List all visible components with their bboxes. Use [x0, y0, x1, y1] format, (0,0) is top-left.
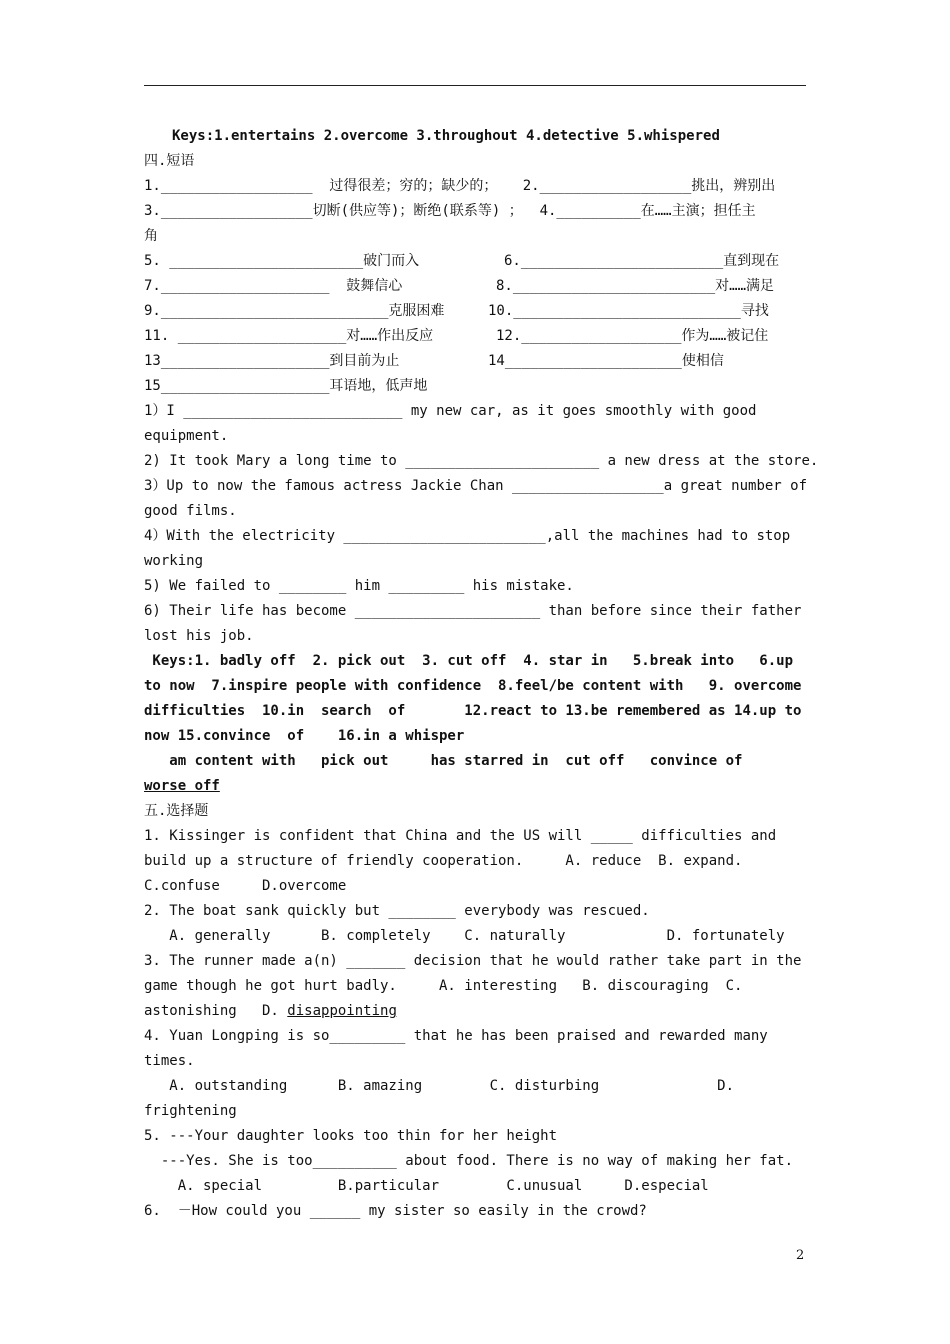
phrase-text: 15____________________耳语地，低声地	[144, 378, 428, 394]
underlined-option: disappointing	[287, 1003, 397, 1019]
phrase-line	[144, 249, 808, 274]
exercise-line: equipment.	[144, 428, 229, 444]
phrase-right: 8.________________________对……满足	[496, 278, 775, 294]
question-line: 6. －How could you ______ my sister so easily in the crowd?	[144, 1203, 647, 1219]
phrase-text: 3.__________________切断(供应等)；断绝(联系等) ； 4.__________在……主演；担任主	[144, 203, 756, 219]
header-rule	[144, 85, 806, 86]
exercise-line: 3）Up to now the famous actress Jackie Chan __________________a great number of	[144, 478, 808, 494]
phrase-text: 角	[144, 228, 158, 244]
exercise-line: good films.	[144, 503, 237, 519]
phrase-left: 11. ____________________对……作出反应	[144, 328, 434, 344]
keys-line: worse off	[144, 778, 220, 794]
phrase-left: 9.___________________________克服困难	[144, 303, 445, 319]
question-line: C.confuse D.overcome	[144, 878, 347, 894]
question-line: times.	[144, 1053, 195, 1069]
phrase-right: 14_____________________使相信	[488, 353, 724, 369]
phrase-line	[144, 174, 808, 199]
keys-line: to now 7.inspire people with confidence 8.feel/be content with 9. overcome	[144, 678, 802, 694]
phrase-right: 10.___________________________寻找	[488, 303, 769, 319]
exercise-line: 6) Their life has become ______________________ than before since their father	[144, 603, 802, 619]
section-heading: 四.短语	[144, 153, 195, 169]
question-line: 1. Kissinger is confident that China and the US will _____ difficulties and	[144, 828, 777, 844]
phrase-line	[144, 224, 808, 249]
exercise-line: lost his job.	[144, 628, 254, 644]
keys-line: Keys:1. badly off 2. pick out 3. cut off 4. star in 5.break into 6.up	[144, 653, 794, 669]
exercise-line: 5) We failed to ________ him _________ his mistake.	[144, 578, 574, 594]
question-line: game though he got hurt badly. A. interesting B. discouraging C.	[144, 978, 743, 994]
phrase-right: 12.___________________作为……被记住	[496, 328, 769, 344]
question-line: frightening	[144, 1103, 237, 1119]
exercise-line: working	[144, 553, 204, 569]
question-line: A. special B.particular C.unusual D.especial	[144, 1178, 709, 1194]
phrase-line	[144, 374, 808, 399]
phrase-line	[144, 199, 808, 224]
question-line: 5. ---Your daughter looks too thin for her height	[144, 1128, 558, 1144]
page-number: 2	[796, 1248, 805, 1263]
exercise-line: 2) It took Mary a long time to _______________________ a new dress at the store.	[144, 453, 819, 469]
exercise-line: 1）I __________________________ my new car, as it goes smoothly with good	[144, 403, 757, 419]
question-line: 2. The boat sank quickly but ________ everybody was rescued.	[144, 903, 650, 919]
phrase-line	[144, 274, 808, 299]
question-line: build up a structure of friendly cooperation. A. reduce B. expand.	[144, 853, 743, 869]
phrase-line	[144, 324, 808, 349]
document-body	[144, 124, 819, 1224]
keys-line: am content with pick out has starred in cut off convince of	[144, 753, 743, 769]
question-line: 4. Yuan Longping is so_________ that he has been praised and rewarded many	[144, 1028, 768, 1044]
keys-line: difficulties 10.in search of 12.react to 13.be remembered as 14.up to	[144, 703, 802, 719]
phrase-line	[144, 299, 808, 324]
option-text: astonishing D.	[144, 1003, 288, 1019]
phrase-line	[144, 349, 808, 374]
question-line: A. outstanding B. amazing C. disturbing D.	[144, 1078, 735, 1094]
keys-line: Keys:1.entertains 2.overcome 3.throughout 4.detective 5.whispered	[172, 128, 720, 144]
phrase-text: 1.__________________ 过得很差；穷的；缺少的； 2.__________________挑出，辨别出	[144, 178, 776, 194]
phrase-left: 7.____________________ 鼓舞信心	[144, 278, 403, 294]
question-line: A. generally B. completely C. naturally D. fortunately	[144, 928, 785, 944]
keys-line: now 15.convince of 16.in a whisper	[144, 728, 465, 744]
exercise-line: 4）With the electricity ________________________,all the machines had to stop	[144, 528, 791, 544]
section-heading: 五.选择题	[144, 803, 209, 819]
phrase-right: 6.________________________直到现在	[504, 253, 780, 269]
question-line	[144, 999, 808, 1024]
question-line: ---Yes. She is too__________ about food. There is no way of making her fat.	[144, 1153, 794, 1169]
question-line: 3. The runner made a(n) _______ decision that he would rather take part in the	[144, 953, 802, 969]
phrase-left: 13____________________到目前为止	[144, 353, 400, 369]
phrase-left: 5. _______________________破门而入	[144, 253, 420, 269]
